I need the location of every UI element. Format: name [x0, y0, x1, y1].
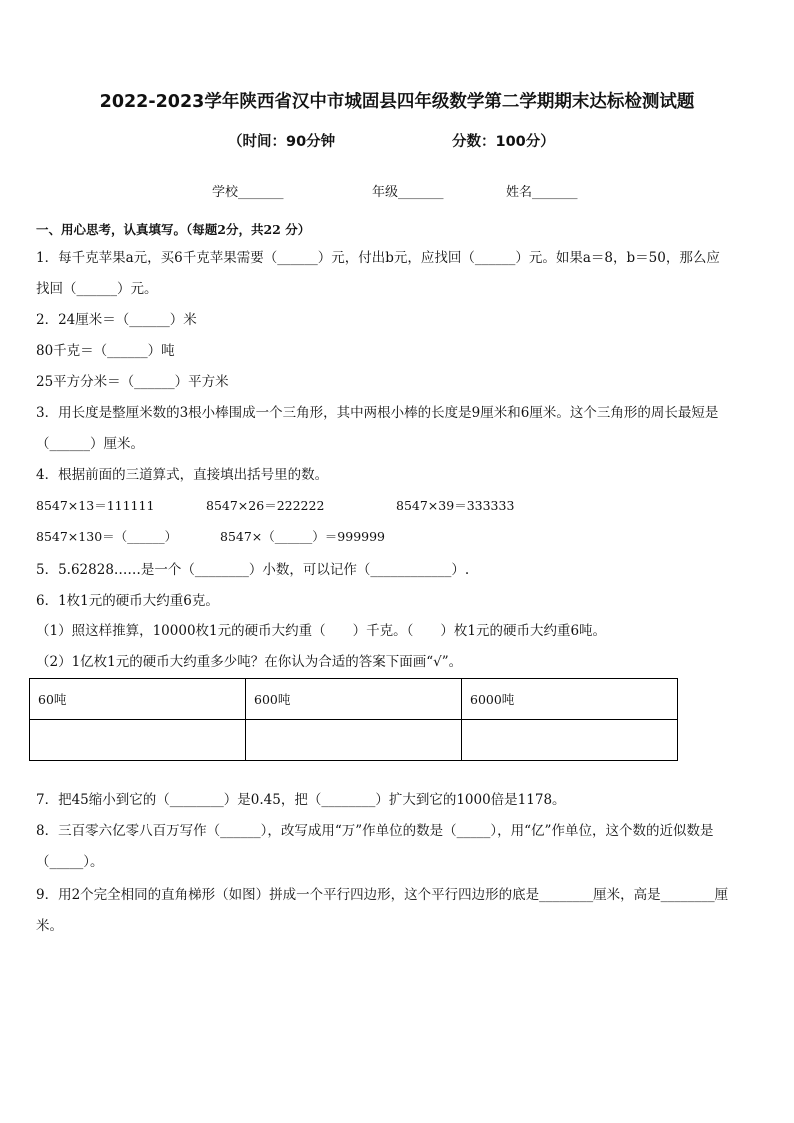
question-1-line-1: 1．每千克苹果a元，买6千克苹果需要（______）元，付出b元，应找回（______）元。如果a＝8，b＝50，那么应 — [36, 250, 720, 266]
grade-field: 年级_______ — [372, 185, 444, 200]
page-title: 2022-2023学年陕西省汉中市城固县四年级数学第二学期期末达标检测试题 — [99, 92, 695, 112]
table-header-600t: 600吨 — [246, 679, 462, 720]
name-field: 姓名_______ — [506, 185, 578, 200]
equation-2: 8547×26＝222222 — [206, 498, 325, 513]
question-8-line-1: 8．三百零六亿零八百万写作（______），改写成用“万”作单位的数是（_____），用“亿”作单位，这个数的近似数是 — [36, 823, 714, 839]
question-4-line-1: 4．根据前面的三道算式，直接填出括号里的数。 — [36, 467, 329, 483]
question-6-line-1: 6．1枚1元的硬币大约重6克。 — [36, 593, 219, 609]
table-header-6000t: 6000吨 — [462, 679, 678, 720]
table-header-60t: 60吨 — [30, 679, 246, 720]
question-7: 7．把45缩小到它的（________）是0.45，把（________）扩大到它的1000倍是1178。 — [36, 792, 566, 808]
question-3-line-1: 3．用长度是整厘米数的3根小棒围成一个三角形，其中两根小棒的长度是9厘米和6厘米。这个三角形的周长最短是 — [36, 405, 719, 421]
question-6-sub-2: （2）1亿枚1元的硬币大约重多少吨？在你认为合适的答案下面画“√”。 — [36, 654, 463, 670]
question-2-line-3: 25平方分米＝（______）平方米 — [36, 374, 229, 390]
question-9-line-2: 米。 — [36, 918, 63, 934]
exam-time: （时间：90分钟 — [228, 134, 336, 150]
question-3-line-2: （______）厘米。 — [36, 436, 144, 452]
question-2-line-2: 80千克＝（______）吨 — [36, 343, 175, 359]
table-answer-row — [30, 720, 678, 761]
question-8-line-2: （_____）。 — [36, 854, 104, 870]
question-6-sub-1: （1）照这样推算，10000枚1元的硬币大约重（ ）千克。（ ）枚1元的硬币大约重6吨。 — [36, 623, 607, 639]
answer-cell-60t[interactable] — [30, 720, 246, 761]
equation-3: 8547×39＝333333 — [396, 498, 515, 513]
answer-table — [29, 678, 678, 761]
answer-cell-600t[interactable] — [246, 720, 462, 761]
section-heading: 一、用心思考，认真填写。（每题2分，共22 分） — [36, 222, 311, 237]
question-1-line-2: 找回（______）元。 — [36, 281, 158, 297]
question-5: 5．5.62828……是一个（________）小数，可以记作（____________）. — [36, 562, 470, 578]
answer-cell-6000t[interactable] — [462, 720, 678, 761]
question-9-line-1: 9．用2个完全相同的直角梯形（如图）拼成一个平行四边形，这个平行四边形的底是________厘米，高是________厘 — [36, 887, 729, 903]
question-2-line-1: 2．24厘米＝（______）米 — [36, 312, 197, 328]
table-header-row — [30, 679, 678, 720]
equation-4: 8547×130＝（______） — [36, 529, 178, 544]
equation-1: 8547×13＝111111 — [36, 498, 155, 513]
equation-5: 8547×（______）＝999999 — [220, 529, 386, 544]
school-field: 学校_______ — [212, 185, 284, 200]
exam-score: 分数：100分） — [452, 134, 555, 150]
